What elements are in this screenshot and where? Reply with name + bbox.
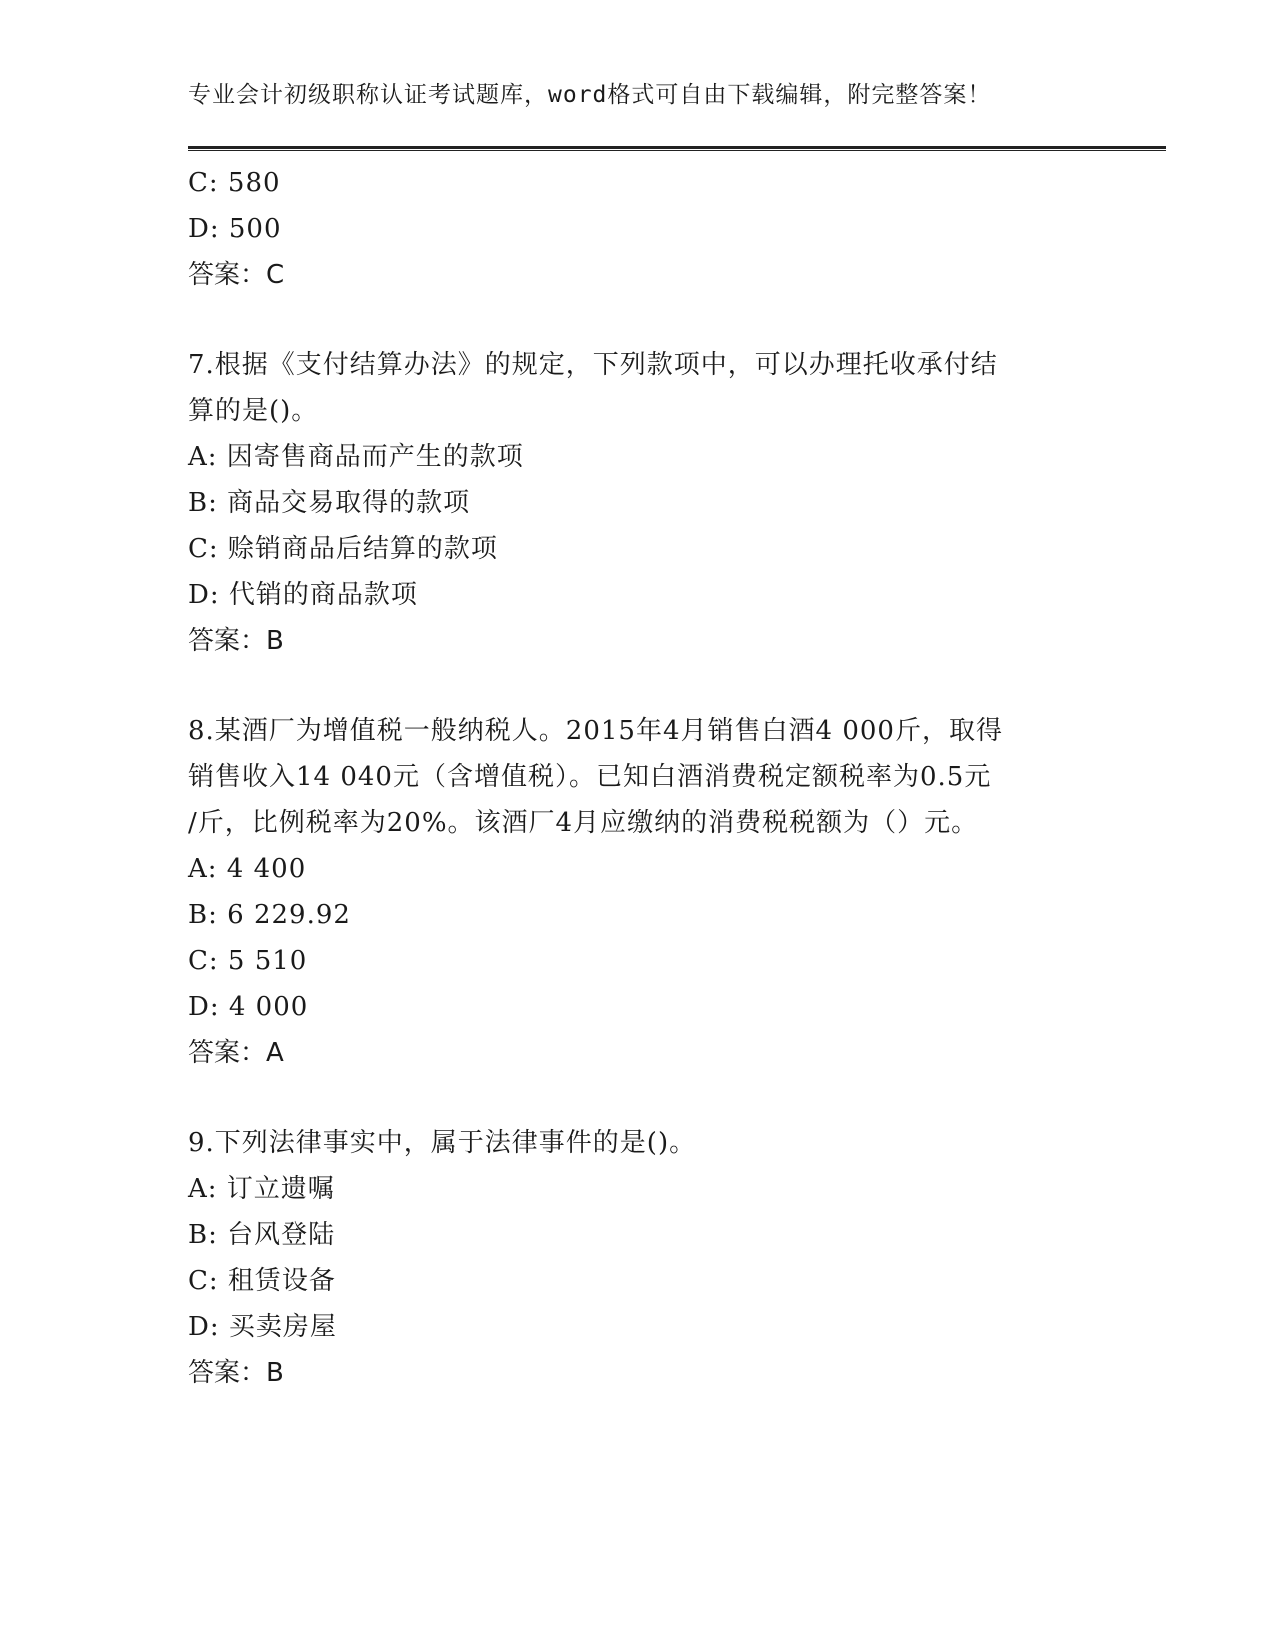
option-d: D: 买卖房屋 (188, 1312, 337, 1342)
option-d: D: 代销的商品款项 (188, 580, 418, 610)
page-header: 专业会计初级职称认证考试题库，word格式可自由下载编辑，附完整答案！ (188, 82, 992, 108)
option-b: B: 6 229.92 (188, 900, 351, 930)
option-b: B: 商品交易取得的款项 (188, 488, 471, 518)
answer-line: 答案：B (188, 626, 284, 656)
header-divider (188, 146, 1166, 151)
option-d: D: 500 (188, 214, 282, 244)
answer-line: 答案：B (188, 1358, 284, 1388)
question-9 (188, 1120, 1088, 1396)
option-a: A: 4 400 (188, 854, 307, 884)
answer-line: 答案：A (188, 1038, 284, 1068)
option-c: C: 5 510 (188, 946, 308, 976)
option-d: D: 4 000 (188, 992, 309, 1022)
document-body (188, 160, 1088, 1396)
question-6-tail (188, 160, 1088, 298)
question-stem: 7.根据《支付结算办法》的规定，下列款项中，可以办理托收承付结 算的是()。 (188, 350, 998, 426)
option-c: C: 租赁设备 (188, 1266, 336, 1296)
question-8 (188, 708, 1088, 1076)
question-7 (188, 342, 1088, 664)
option-c: C: 580 (188, 168, 281, 198)
option-b: B: 台风登陆 (188, 1220, 336, 1250)
option-a: A: 订立遗嘱 (188, 1174, 335, 1204)
answer-line: 答案：C (188, 260, 285, 290)
option-a: A: 因寄售商品而产生的款项 (188, 442, 524, 472)
option-c: C: 赊销商品后结算的款项 (188, 534, 498, 564)
question-stem: 9.下列法律事实中，属于法律事件的是()。 (188, 1128, 697, 1158)
question-stem: 8.某酒厂为增值税一般纳税人。2015年4月销售白酒4 000斤，取得 销售收入14 040元（含增值税）。已知白酒消费税定额税率为0.5元 /斤，比例税率为20%。该酒厂4月应缴纳的消费税税额为（）元。 (188, 716, 1003, 838)
